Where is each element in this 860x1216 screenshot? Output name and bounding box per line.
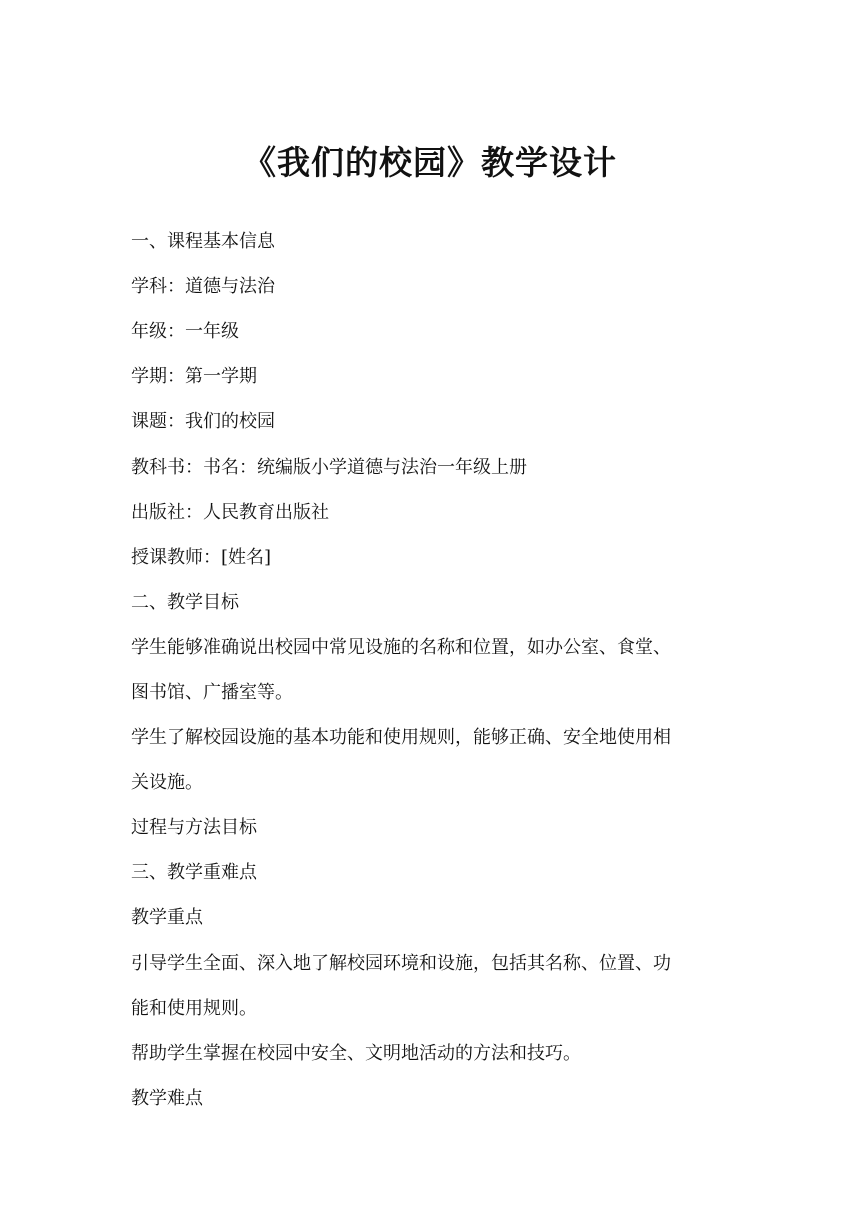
topic-line: 课题：我们的校园 (131, 411, 275, 432)
subheading-key-point: 教学重点 (131, 907, 203, 928)
subheading-difficulty: 教学难点 (131, 1088, 203, 1109)
paragraph-line: 帮助学生掌握在校园中安全、文明地活动的方法和技巧。 (131, 1043, 581, 1064)
paragraph-line: 学生了解校园设施的基本功能和使用规则，能够正确、安全地使用相 (131, 727, 671, 748)
publisher-line: 出版社：人民教育出版社 (131, 502, 329, 523)
document-title: 《我们的校园》教学设计 (243, 143, 617, 182)
section-heading-objectives: 二、教学目标 (131, 592, 239, 613)
paragraph-line: 图书馆、广播室等。 (131, 682, 293, 703)
subject-line: 学科：道德与法治 (131, 276, 275, 297)
paragraph-line: 关设施。 (131, 772, 203, 793)
paragraph-line: 学生能够准确说出校园中常见设施的名称和位置，如办公室、食堂、 (131, 637, 671, 658)
section-heading-key-points: 三、教学重难点 (131, 862, 257, 883)
section-heading-basic-info: 一、课程基本信息 (131, 231, 275, 252)
paragraph-line: 能和使用规则。 (131, 998, 257, 1019)
teacher-line: 授课教师：[姓名] (131, 547, 272, 568)
subheading-process-methods: 过程与方法目标 (131, 817, 257, 838)
textbook-line: 教科书：书名：统编版小学道德与法治一年级上册 (131, 457, 527, 478)
paragraph-line: 引导学生全面、深入地了解校园环境和设施，包括其名称、位置、功 (131, 953, 671, 974)
grade-line: 年级：一年级 (131, 321, 239, 342)
semester-line: 学期：第一学期 (131, 366, 257, 387)
